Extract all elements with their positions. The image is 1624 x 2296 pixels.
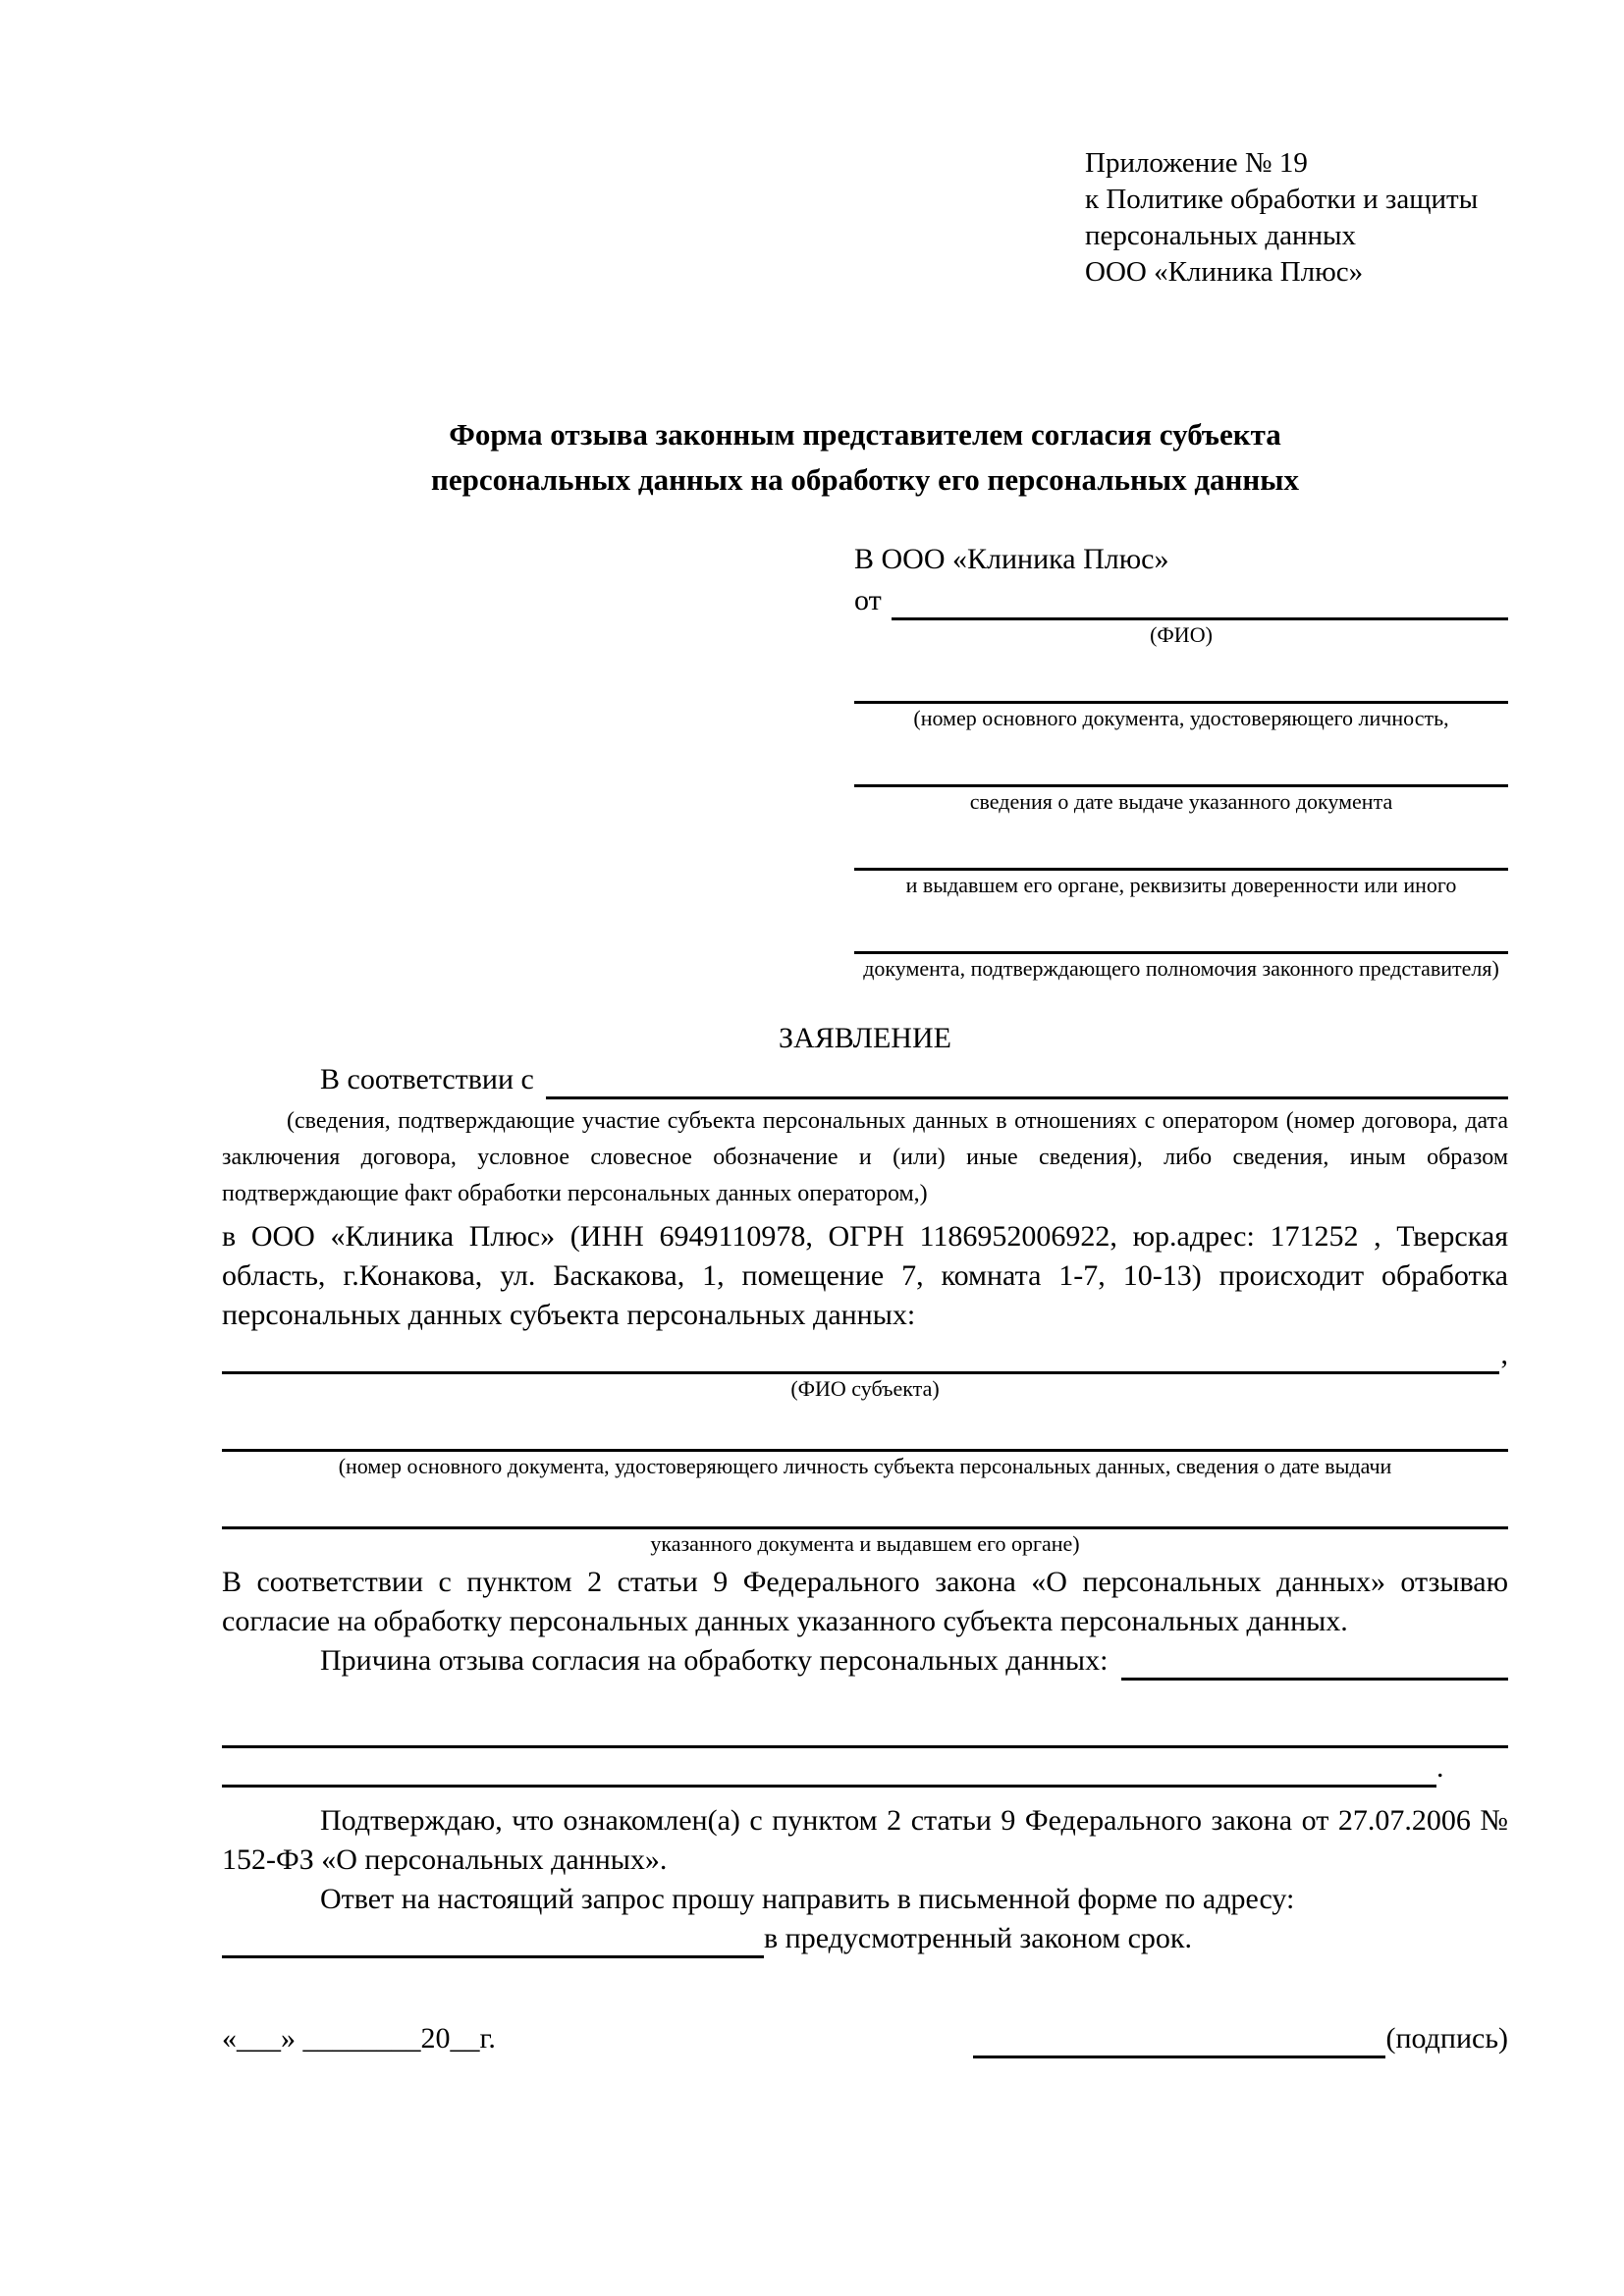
reason-blank-field [1121, 1644, 1508, 1681]
document-title [222, 412, 1508, 503]
from-row [854, 581, 1508, 620]
subject-doc-row-1 [222, 1414, 1508, 1452]
doc-issue-date-caption: сведения о дате выдаче указанного документа [969, 789, 1393, 814]
header-note-line-4: ООО «Клиника Плюс» [1085, 256, 1364, 288]
representative-doc-number-blank-field [854, 662, 1508, 704]
header-note-line-1: Приложение № 19 [1085, 147, 1308, 179]
statement-heading: ЗАЯВЛЕНИЕ [779, 1022, 951, 1054]
accordance-label: В соответствии с [320, 1063, 534, 1095]
subject-doc-row-2 [222, 1491, 1508, 1529]
addressee-organization: В ООО «Клиника Плюс» [854, 543, 1169, 575]
accordance-footnote: (сведения, подтверждающие участие субъекта персональных данных в отношениях с оператором (номер договора, дата заключения договора, условное словесное обозначение и (или) иные сведения), либо сведения, иным образом подтверждающие факт обработки персональных данных оператором,) [222, 1108, 1508, 1206]
header-note-line-3: персональных данных [1085, 220, 1357, 251]
subject-doc-blank-field-1 [222, 1414, 1508, 1452]
doc-issue-date-blank-field [854, 745, 1508, 787]
reply-term-text: в предусмотренный законом срок. [764, 1922, 1192, 1954]
reason-blank-line-2 [222, 1748, 1508, 1788]
signature-caption: (подпись) [1385, 2022, 1508, 2055]
reason-row [222, 1641, 1508, 1681]
document-title-line-1: Форма отзыва законным представителем согласия субъекта [449, 417, 1281, 452]
operator-paragraph: в ООО «Клиника Плюс» (ИНН 6949110978, ОГРН 1186952006922, юр.адрес: 171252 , Тверская область, г.Конакова, ул. Баскакова, 1, помещение 7, комната 1-7, 10-13) происходит обработка персональных данных субъекта персональных данных: [222, 1220, 1508, 1331]
reason-blank-field-2 [222, 1749, 1436, 1788]
date-blank-field: «___» ________20__г. [222, 2022, 496, 2055]
document-title-line-2: персональных данных на обработку его персональных данных [431, 462, 1299, 497]
authority-doc-caption: документа, подтверждающего полномочия законного представителя) [863, 956, 1499, 981]
doc-number-caption: (номер основного документа, удостоверяющего личность, [913, 706, 1449, 730]
doc-issuer-blank-field [854, 828, 1508, 871]
header-note [1085, 145, 1508, 291]
subject-fio-blank-field [222, 1336, 1499, 1374]
confirmation-paragraph: Подтверждаю, что ознакомлен(а) с пунктом 2 статьи 9 Федерального закона от 27.07.2006 № 152-ФЗ «О персональных данных». [222, 1804, 1508, 1876]
reply-address-row [222, 1919, 1508, 1958]
representative-fio-blank-field [892, 584, 1508, 620]
subject-doc-blank-field-2 [222, 1491, 1508, 1529]
accordance-row [222, 1060, 1508, 1099]
withdrawal-paragraph: В соответствии с пунктом 2 статьи 9 Федерального закона «О персональных данных» отзываю согласие на обработку персональных данных указанного субъекта персональных данных. [222, 1566, 1508, 1637]
reason-trailing-period: . [1436, 1751, 1444, 1784]
from-label: от [854, 584, 882, 616]
subject-fio-row [222, 1335, 1508, 1374]
signature-area [973, 2019, 1508, 2058]
header-note-line-2: к Политике обработки и защиты [1085, 184, 1479, 215]
footer-row [222, 2019, 1508, 2058]
reply-address-blank-field [222, 1922, 764, 1958]
subject-doc-caption-1: (номер основного документа, удостоверяющего личность субъекта персональных данных, сведения о дате выдачи [338, 1454, 1392, 1478]
fio-caption: (ФИО) [1150, 622, 1213, 647]
reason-label: Причина отзыва согласия на обработку персональных данных: [320, 1644, 1109, 1677]
signature-blank-field [973, 2022, 1385, 2058]
subject-fio-trailing-comma: , [1500, 1338, 1508, 1370]
authority-doc-blank-field [854, 912, 1508, 954]
accordance-blank-field [546, 1063, 1508, 1099]
reply-request-paragraph: Ответ на настоящий запрос прошу направить в письменной форме по адресу: [320, 1883, 1295, 1915]
subject-doc-caption-2: указанного документа и выдавшем его органе) [650, 1531, 1080, 1556]
subject-fio-caption: (ФИО субъекта) [790, 1376, 940, 1401]
reason-blank-line-1 [222, 1710, 1508, 1748]
doc-issuer-caption: и выдавшем его органе, реквизиты доверенности или иного [905, 873, 1457, 897]
